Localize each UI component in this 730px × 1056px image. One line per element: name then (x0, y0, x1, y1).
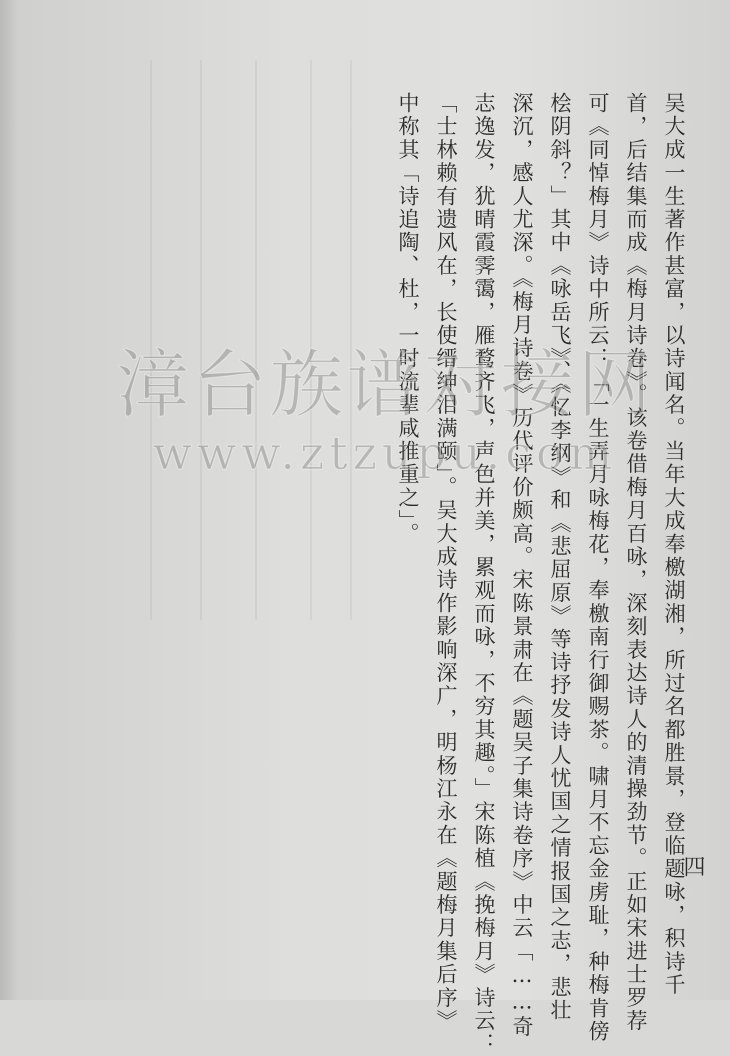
text-column: 志逸发，犹晴霞霁霭，雁鹜齐飞，声色并美，累观而咏，不穷其趣。」宋陈植《挽梅月》诗云： (472, 92, 496, 1056)
bleed-through-line (255, 60, 257, 620)
text-column: 深沉，感人尤深。《梅月诗卷》历代评价颇高。宋陈景肃在《题吴子集诗卷序》中云「……奇 (510, 92, 534, 1039)
bleed-through-line (350, 60, 352, 620)
watermark-url: www.ztzupu.com (152, 426, 618, 480)
text-column: 首，后结集而成《梅月诗卷》。该卷借梅月百咏，深刻表达诗人的清操劲节。正如宋进士罗荐 (624, 92, 648, 1033)
bleed-through-line (310, 60, 312, 620)
bleed-through-line (200, 60, 202, 620)
text-column: 「士林赖有遗风在，长使缙绅泪满颐」。吴大成诗作影响深广，明杨江永在《题梅月集后序》 (434, 92, 458, 1033)
text-column: 中称其「诗追陶、杜，一时流辈咸推重之」。 (396, 92, 420, 546)
page-number: 四 (680, 855, 705, 877)
bleed-through-line (150, 60, 152, 620)
watermark-chinese: 漳台族谱对接网 (115, 342, 655, 428)
watermark (105, 342, 665, 481)
text-column: 可《同悼梅月》诗中所云：「一生弄月咏梅花，奉檄南行御赐茶。啸月不忘金虏耻，种梅肯傍 (586, 92, 610, 1044)
page-gutter-shadow (0, 0, 18, 1000)
text-column: 桧阴斜？」其中《咏岳飞》、《忆李纲》和《悲屈原》等诗抒发诗人忧国之情报国之志，悲壮 (548, 92, 572, 1023)
text-column: 吴大成一生著作甚富，以诗闻名。当年大成奉檄湖湘，所过名都胜景，登临题咏，积诗千 (662, 92, 686, 997)
vertical-text-block (392, 92, 688, 1056)
